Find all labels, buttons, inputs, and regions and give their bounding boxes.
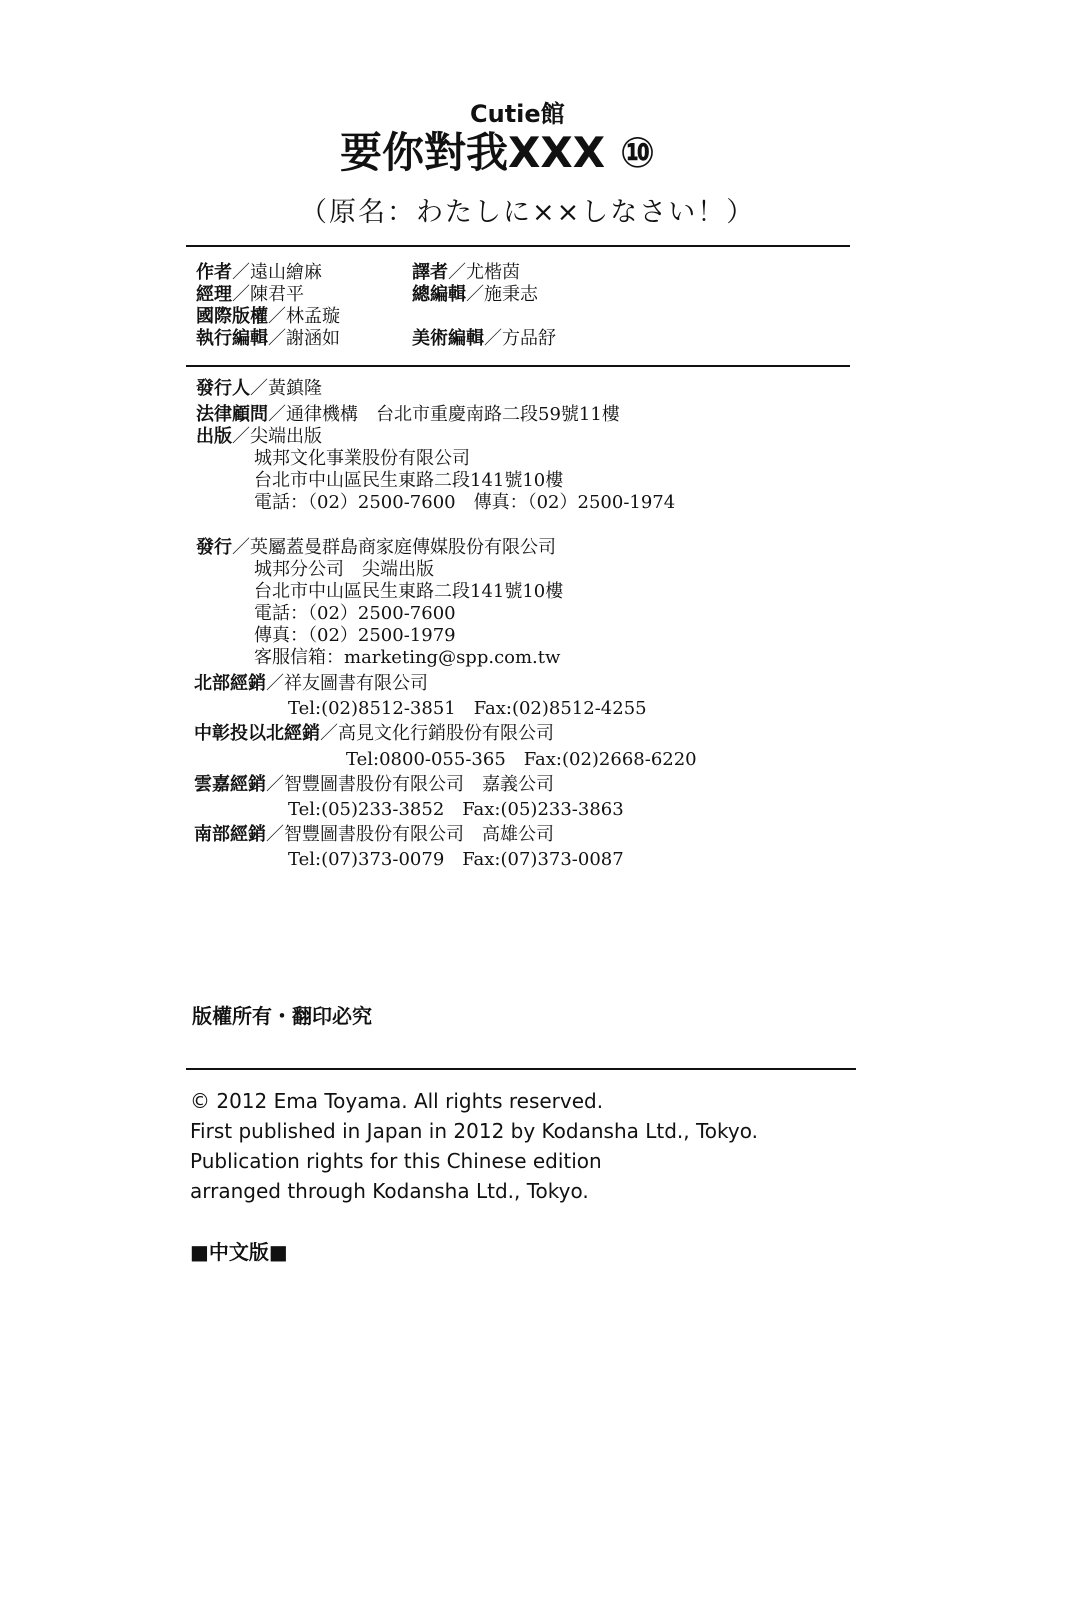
copyright-line-4: arranged through Kodansha Ltd., Tokyo. <box>190 1179 589 1203</box>
credit-value: 陳君平 <box>250 284 304 305</box>
credit-author: 作者／遠山繪麻 <box>196 262 322 283</box>
divider-credits <box>186 365 850 367</box>
north-distributor: 北部經銷／祥友圖書有限公司 <box>194 673 428 694</box>
title-text: 要你對我XXX <box>340 128 606 177</box>
credit-exec-editor: 執行編輯／謝涵如 <box>196 328 340 349</box>
distributor-label: 發行 <box>196 537 232 558</box>
publisher-phone: 電話：（02）2500-7600 傳真：（02）2500-1974 <box>254 492 676 513</box>
credit-rights: 國際版權／林孟璇 <box>196 306 340 327</box>
south-distributor: 南部經銷／智豐圖書股份有限公司 高雄公司 <box>194 824 554 845</box>
book-title <box>340 128 655 178</box>
copyright-line-3: Publication rights for this Chinese edition <box>190 1149 602 1173</box>
central-contact: Tel:0800-055-365 Fax:(02)2668-6220 <box>346 749 697 770</box>
credit-label: 譯者 <box>412 262 448 283</box>
central-distributor: 中彰投以北經銷／高見文化行銷股份有限公司 <box>194 723 554 744</box>
north-contact: Tel:(02)8512-3851 Fax:(02)8512-4255 <box>288 698 647 719</box>
credit-label: 執行編輯 <box>196 328 268 349</box>
distributor-company: 英屬蓋曼群島商家庭傳媒股份有限公司 <box>250 537 556 558</box>
credit-chief-editor: 總編輯／施秉志 <box>412 284 538 305</box>
credit-translator: 譯者／尤楷茵 <box>412 262 520 283</box>
south-contact: Tel:(07)373-0079 Fax:(07)373-0087 <box>288 849 624 870</box>
issuer-value: 黃鎮隆 <box>268 378 322 399</box>
distributor-phone: 電話：（02）2500-7600 <box>254 603 456 624</box>
legal-value: 通律機構 台北市重慶南路二段59號11樓 <box>286 404 620 425</box>
legal-label: 法律顧問 <box>196 404 268 425</box>
credit-value: 尤楷茵 <box>466 262 520 283</box>
credit-label: 作者 <box>196 262 232 283</box>
copyright-line-1: © 2012 Ema Toyama. All rights reserved. <box>190 1089 604 1113</box>
credit-value: 方品舒 <box>502 328 556 349</box>
distributor-branch: 城邦分公司 尖端出版 <box>254 559 434 580</box>
legal-line: 法律顧問／通律機構 台北市重慶南路二段59號11樓 <box>196 404 620 425</box>
distributor-email: 客服信箱：marketing@spp.com.tw <box>254 647 561 668</box>
yunjia-label: 雲嘉經銷 <box>194 774 266 795</box>
credit-label: 經理 <box>196 284 232 305</box>
original-title: （原名：わたしに××しなさい！） <box>300 197 756 228</box>
volume-number: ⑩ <box>619 128 656 177</box>
divider-copyright <box>186 1068 856 1070</box>
distributor-line: 發行／英屬蓋曼群島商家庭傳媒股份有限公司 <box>196 537 556 558</box>
publisher-label: 出版 <box>196 426 232 447</box>
imprint: Cutie館 <box>470 100 565 128</box>
distributor-fax: 傳真：（02）2500-1979 <box>254 625 456 646</box>
yunjia-company: 智豐圖書股份有限公司 嘉義公司 <box>284 774 554 795</box>
north-company: 祥友圖書有限公司 <box>284 673 428 694</box>
edition-label: ■中文版■ <box>190 1240 288 1264</box>
publisher-address: 台北市中山區民生東路二段141號10樓 <box>254 470 564 491</box>
yunjia-contact: Tel:(05)233-3852 Fax:(05)233-3863 <box>288 799 624 820</box>
publisher-line: 出版／尖端出版 <box>196 426 322 447</box>
credit-label: 美術編輯 <box>412 328 484 349</box>
credit-label: 總編輯 <box>412 284 466 305</box>
north-label: 北部經銷 <box>194 673 266 694</box>
yunjia-distributor: 雲嘉經銷／智豐圖書股份有限公司 嘉義公司 <box>194 774 554 795</box>
south-company: 智豐圖書股份有限公司 高雄公司 <box>284 824 554 845</box>
rights-reserved: 版權所有・翻印必究 <box>192 1004 372 1028</box>
central-company: 高見文化行銷股份有限公司 <box>338 723 554 744</box>
central-label: 中彰投以北經銷 <box>194 723 320 744</box>
distributor-address: 台北市中山區民生東路二段141號10樓 <box>254 581 564 602</box>
credit-label: 國際版權 <box>196 306 268 327</box>
copyright-line-2: First published in Japan in 2012 by Kodansha Ltd., Tokyo. <box>190 1119 758 1143</box>
divider-top <box>186 245 850 247</box>
credit-value: 施秉志 <box>484 284 538 305</box>
publisher-name: 尖端出版 <box>250 426 322 447</box>
publisher-company: 城邦文化事業股份有限公司 <box>254 448 470 469</box>
credit-value: 林孟璇 <box>286 306 340 327</box>
credit-manager: 經理／陳君平 <box>196 284 304 305</box>
issuer-label: 發行人 <box>196 378 250 399</box>
credit-value: 謝涵如 <box>286 328 340 349</box>
credit-art-editor: 美術編輯／方品舒 <box>412 328 556 349</box>
credit-value: 遠山繪麻 <box>250 262 322 283</box>
issuer-line: 發行人／黃鎮隆 <box>196 378 322 399</box>
south-label: 南部經銷 <box>194 824 266 845</box>
